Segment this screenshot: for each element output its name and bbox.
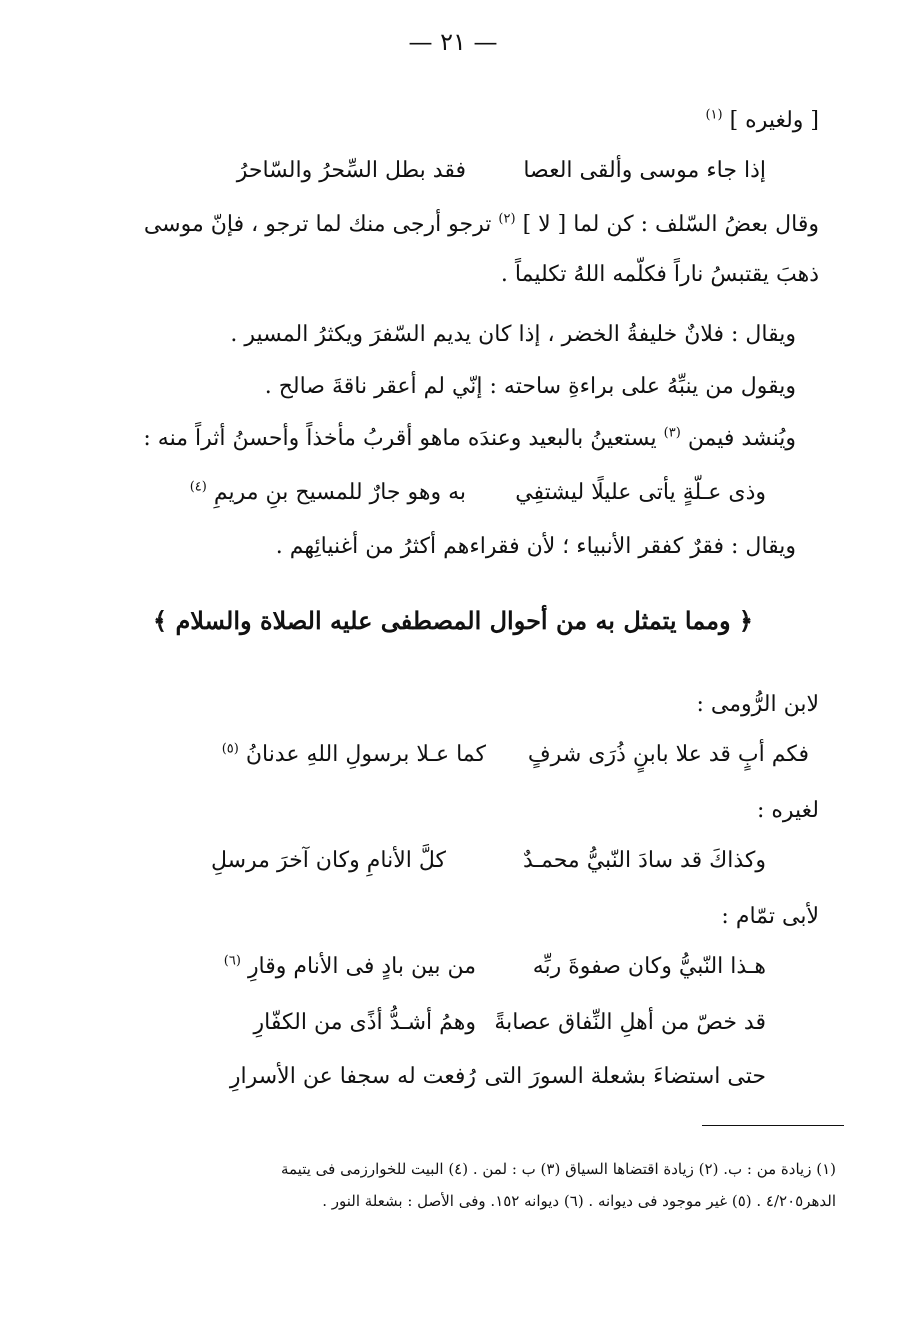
attribution-text: [ ولغيره ] (729, 108, 819, 133)
verse-4-second-hemistich: كلَّ الأنامِ وكان آخرَ مرسلِ (210, 848, 446, 873)
poem-attribution (705, 106, 819, 136)
prose-line: ويقال : فلانٌ خليفةُ الخضر ، إذا كان يديم السّفرَ ويكثرُ المسير . (230, 322, 796, 347)
footnote-line: (١) زيادة من : ب. (٢) زيادة اقتضاها السياق (٣) ب : لمن . (٤) البيت للخوارزمى فى يتيمة (280, 1160, 836, 1178)
verse-7-second-hemistich: رُفعت له سجفا عن الأسرارِ (229, 1064, 476, 1089)
section-heading: ﴿ ومما يتمثل به من أحوال المصطفى عليه الصلاة والسلام ﴾ (153, 606, 753, 635)
footnote-ref-3: (٣) (663, 425, 681, 441)
verse-1-first-hemistich: إذا جاء موسى وألقى العصا (523, 158, 766, 183)
verse-3-second-hemistich (222, 740, 486, 770)
poet-attribution: لابن الرُّومى : (696, 692, 819, 717)
verse-5-second-hemistich (224, 952, 476, 982)
prose-line (143, 424, 796, 454)
footnote-ref-2: (٢) (498, 211, 516, 227)
verse-text: من بين بادٍ فى الأنام وقارِ (247, 954, 476, 979)
footnote-ref-1: (١) (705, 107, 723, 123)
footnote-ref-6: (٦) (223, 953, 241, 969)
prose-text: ويُنشد فيمن (687, 426, 796, 451)
verse-5-first-hemistich: هـذا النّبيُّ وكان صفوةَ ربِّه (532, 954, 766, 979)
verse-2-first-hemistich: وذى عـلّةٍ يأتى عليلًا ليشتفِي (515, 480, 766, 505)
footnote-line: الدهر٤/٢٠٥ . (٥) غير موجود فى ديوانه . (٦) ديوانه ١٥٢. وفى الأصل : بشعلة النور . (322, 1192, 836, 1210)
page-number: — ٢١ — (408, 28, 498, 56)
verse-2-second-hemistich (190, 478, 466, 508)
verse-6-second-hemistich: وهمُ أشـدُّ أذًى من الكفّارِ (253, 1010, 476, 1035)
prose-text: يستعينُ بالبعيد وعندَه ماهو أقربُ مأخذاً وأحسنُ أثراً منه : (143, 426, 657, 451)
verse-7-first-hemistich: حتى استضاءَ بشعلة السورَ التى (484, 1064, 766, 1089)
prose-text: ترجو أرجى منك لما ترجو ، فإنّ موسى (143, 212, 492, 237)
verse-1-second-hemistich: فقد بطل السِّحرُ والسّاحرُ (236, 158, 466, 183)
verse-3-first-hemistich: فكم أبٍ قد علا بابنٍ ذُرَى شرفٍ (527, 742, 809, 767)
prose-line: ويقول من ينبِّهُ على براءةِ ساحته : إنّي لم أعقر ناقةَ صالح . (264, 374, 796, 399)
poet-attribution: لأبى تمّام : (721, 904, 819, 929)
footnote-ref-4: (٤) (189, 479, 207, 495)
verse-6-first-hemistich: قد خصّ من أهلِ النِّفاق عصابةً (494, 1010, 766, 1035)
verse-4-first-hemistich: وكذاكَ قد سادَ النّبيُّ محمـدٌ (523, 848, 766, 873)
prose-line: ويقال : فقرٌ كفقر الأنبياء ؛ لأن فقراءهم أكثرُ من أغنيائِهم . (275, 534, 796, 559)
prose-text: وقال بعضُ السّلف : كن لما [ لا ] (522, 212, 819, 237)
poet-attribution: لغيره : (756, 798, 819, 823)
prose-line (144, 210, 819, 240)
prose-line: ذهبَ يقتبسُ ناراً فكلّمه اللهُ تكليماً . (500, 262, 819, 287)
footnote-separator (702, 1125, 844, 1126)
verse-text: كما عـلا برسولِ اللهِ عدنانُ (245, 742, 486, 767)
footnote-ref-5: (٥) (221, 741, 239, 757)
verse-text: به وهو جارٌ للمسيح بنِ مريمِ (213, 480, 466, 505)
